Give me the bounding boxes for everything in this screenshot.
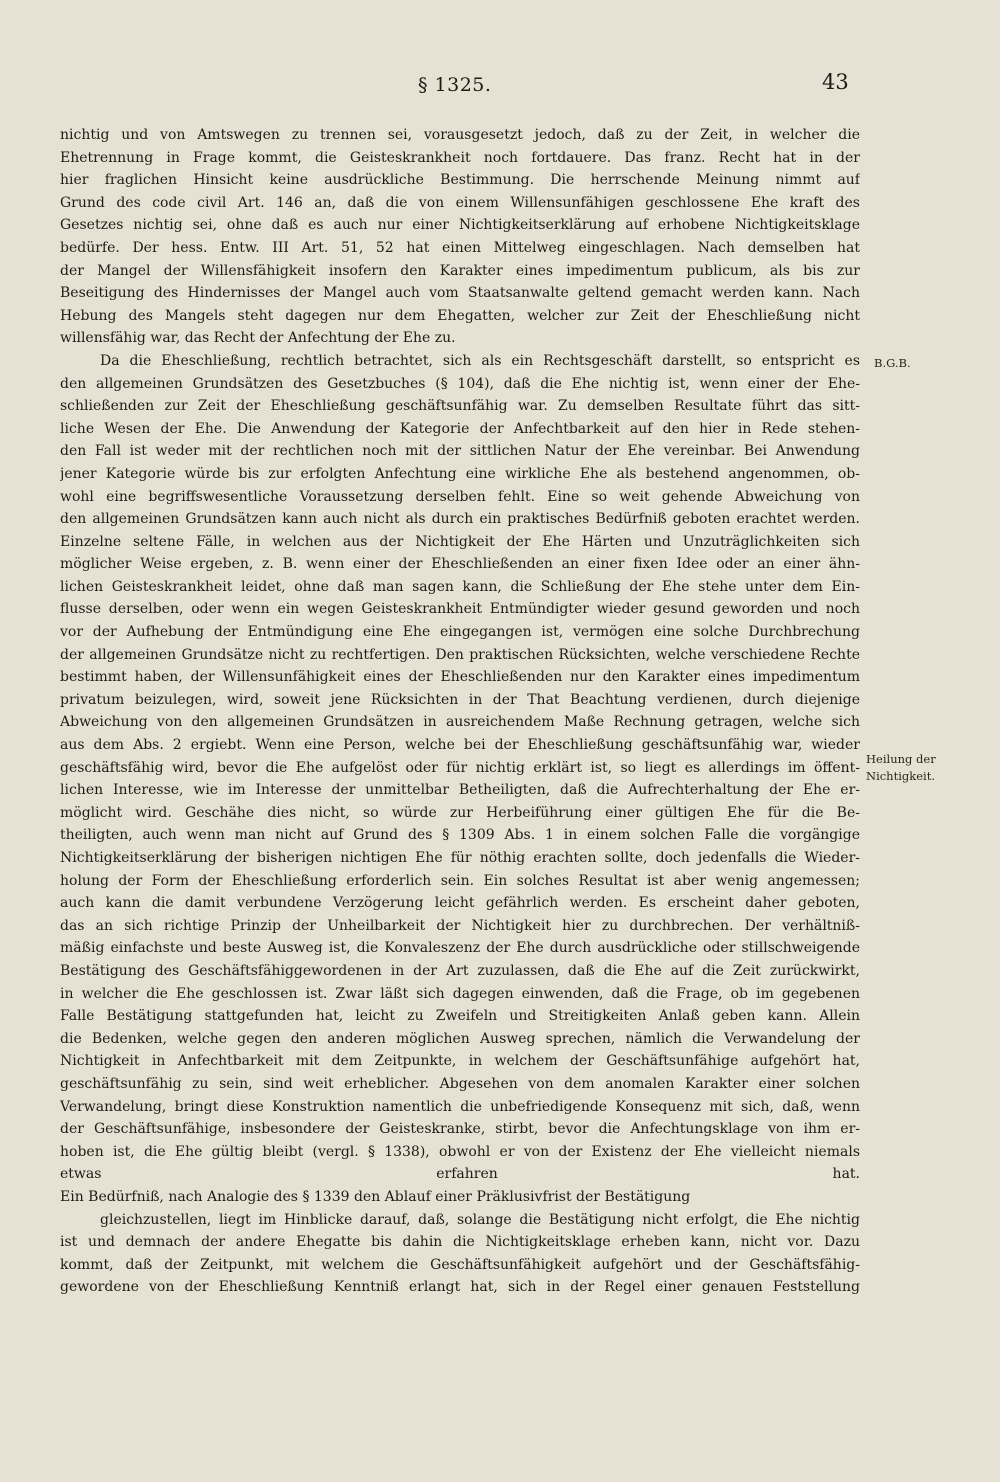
text-line: Beseitigung des Hindernisses der Mangel auch vom Staatsanwalte geltend gemacht werden kann. Nach [60, 285, 860, 302]
text-line: Grund des code civil Art. 146 an, daß die von einem Willensunfähigen geschlossene Ehe kraft des [60, 194, 860, 211]
text-line: Ein Bedürfniß, nach Analogie des § 1339 den Ablauf einer Präklusivfrist der Bestätigung [60, 1188, 691, 1205]
text-line: geschäftsunfähig zu sein, sind weit erheblicher. Abgesehen von dem anomalen Karakter einer solchen [60, 1075, 860, 1092]
text-line: theiligten, auch wenn man nicht auf Grund des § 1309 Abs. 1 in einem solchen Falle die vorgängige [60, 827, 860, 844]
text-line: mäßig einfachste und beste Ausweg ist, die Konvaleszenz der Ehe durch ausdrückliche oder stillschweigende [60, 940, 860, 957]
text-line: schließenden zur Zeit der Eheschließung geschäftsunfähig war. Zu demselben Resultate führt das sitt- [60, 398, 860, 415]
text-line: Abweichung von den allgemeinen Grundsätzen in ausreichendem Maße Rechnung getragen, welche sich [60, 714, 860, 731]
section-number: § 1325. [418, 74, 492, 96]
text-line: den Fall ist weder mit der rechtlichen noch mit der sittlichen Natur der Ehe vereinbar. Bei Anwendung [60, 443, 860, 460]
text-line: lichen Geisteskrankheit leidet, ohne daß man sagen kann, die Schließung der Ehe stehe unter dem Ein- [60, 578, 860, 595]
text-line: wohl eine begriffswesentliche Voraussetzung derselben fehlt. Eine so weit gehende Abweichung von [60, 488, 860, 505]
text-line: Hebung des Mangels steht dagegen nur dem Ehegatten, welcher zur Zeit der Eheschließung nicht [60, 307, 860, 324]
text-line: lichen Interesse, wie im Interesse der unmittelbar Betheiligten, daß die Aufrechterhaltung der Ehe er- [60, 782, 860, 799]
text-line: Ehetrennung in Frage kommt, die Geisteskrankheit noch fortdauere. Das franz. Recht hat in der [60, 149, 860, 166]
paragraph-first-line: gleichzustellen, liegt im Hinblicke darauf, daß, solange die Bestätigung nicht erfolgt, die Ehe nichtig [100, 1211, 860, 1228]
text-line: hier fraglichen Hinsicht keine ausdrückliche Bestimmung. Die herrschende Meinung nimmt auf [60, 172, 860, 189]
text-line: aus dem Abs. 2 ergiebt. Wenn eine Person, welche bei der Eheschließung geschäftsunfähig war, wieder [60, 737, 860, 754]
text-line: bestimmt haben, der Willensunfähigkeit eines der Eheschließenden nur den Karakter eines impedimentum [60, 669, 860, 686]
margin-note: Heilung der Nichtigkeit. [866, 752, 936, 783]
text-line: jener Kategorie würde bis zur erfolgten Anfechtung eine wirkliche Ehe als bestehend angenommen, ob- [60, 465, 860, 482]
page-header [60, 70, 860, 104]
text-line: die Bedenken, welche gegen den anderen möglichen Ausweg sprechen, nämlich die Verwandelung der [60, 1030, 860, 1047]
text-line: liche Wesen der Ehe. Die Anwendung der Kategorie der Anfechtbarkeit auf den hier in Rede stehen- [60, 420, 860, 437]
text-line: geschäftsfähig wird, bevor die Ehe aufgelöst oder für nichtig erklärt ist, so liegt es allerdings im öffent- [60, 759, 860, 776]
text-line: den allgemeinen Grundsätzen kann auch nicht als durch ein praktisches Bedürfniß geboten erachtet werden. [60, 511, 860, 528]
text-line: Falle Bestätigung stattgefunden hat, leicht zu Zweifeln und Streitigkeiten Anlaß geben kann. Allein [60, 1008, 860, 1025]
text-line: der Mangel der Willensfähigkeit insofern den Karakter eines impedimentum publicum, als bis zur [60, 262, 860, 279]
text-line: gewordene von der Eheschließung Kenntniß erlangt hat, sich in der Regel einer genauen Feststellung [60, 1279, 860, 1296]
text-line: möglicht wird. Geschähe dies nicht, so würde zur Herbeiführung einer gültigen Ehe für die Be- [60, 804, 860, 821]
text-line: etwas erfahren hat. [60, 1166, 860, 1183]
text-line: willensfähig war, das Recht der Anfechtung der Ehe zu. [60, 330, 456, 347]
text-line: möglicher Weise ergeben, z. B. wenn einer der Eheschließenden an einer fixen Idee oder an einer ähn- [60, 556, 860, 573]
text-line: flusse derselben, oder wenn ein wegen Geisteskrankheit Entmündigter wieder gesund geworden und noch [60, 601, 860, 618]
text-line [60, 1299, 860, 1322]
text-line: Nichtigkeit in Anfechtbarkeit mit dem Zeitpunkte, in welchem der Geschäftsunfähige aufgehört hat, [60, 1053, 860, 1070]
text-line: hoben ist, die Ehe gültig bleibt (vergl. § 1338), obwohl er von der Existenz der Ehe vielleicht niemals [60, 1143, 860, 1160]
text-line: bedürfe. Der hess. Entw. III Art. 51, 52 hat einen Mittelweg eingeschlagen. Nach demselben hat [60, 239, 860, 256]
text-line: nichtig und von Amtswegen zu trennen sei, vorausgesetzt jedoch, daß zu der Zeit, in welcher die [60, 127, 860, 143]
text-line: den allgemeinen Grundsätzen des Gesetzbuches (§ 104), daß die Ehe nichtig ist, wenn einer der Ehe- [60, 375, 860, 392]
page-number: 43 [822, 70, 849, 94]
margin-note: B.G.B. [874, 356, 911, 370]
text-line: das an sich richtige Prinzip der Unheilbarkeit der Nichtigkeit hier zu durchbrechen. Der verhältniß- [60, 917, 860, 934]
text-line: in welcher die Ehe geschlossen ist. Zwar läßt sich dagegen einwenden, daß die Frage, ob im gegebenen [60, 985, 860, 1002]
text-line: vor der Aufhebung der Entmündigung eine Ehe eingegangen ist, vermögen eine solche Durchbrechung [60, 624, 860, 641]
text-line: holung der Form der Eheschließung erforderlich sein. Ein solches Resultat ist aber wenig angemessen; [60, 872, 860, 889]
text-line: kommt, daß der Zeitpunkt, mit welchem die Geschäftsunfähigkeit aufgehört und der Geschäftsfähig- [60, 1256, 860, 1273]
text-line: der allgemeinen Grundsätze nicht zu rechtfertigen. Den praktischen Rücksichten, welche verschiedene Rechte [60, 646, 860, 663]
text-line: privatum beizulegen, wird, soweit jene Rücksichten in der That Beachtung verdienen, durch diejenige [60, 691, 860, 708]
text-line: auch kann die damit verbundene Verzögerung leicht gefährlich werden. Es erscheint daher geboten, [60, 895, 860, 912]
paragraph-first-line: Da die Eheschließung, rechtlich betrachtet, sich als ein Rechtsgeschäft darstellt, so entspricht es [100, 352, 860, 369]
text-line: Bestätigung des Geschäftsfähiggewordenen in der Art zuzulassen, daß die Ehe auf die Zeit zurückwirkt, [60, 962, 860, 979]
body-text [60, 124, 860, 1321]
text-line: Verwandelung, bringt diese Konstruktion namentlich die unbefriedigende Konsequenz mit sich, daß, wenn [60, 1098, 860, 1115]
text-line: Einzelne seltene Fälle, in welchen aus der Nichtigkeit der Ehe Härten und Unzuträglichkeiten sich [60, 533, 860, 550]
text-line: der Geschäftsunfähige, insbesondere der Geisteskranke, stirbt, bevor die Anfechtungsklage von ihm er- [60, 1121, 860, 1138]
text-line: Gesetzes nichtig sei, ohne daß es auch nur einer Nichtigkeitserklärung auf erhobene Nichtigkeitsklage [60, 217, 860, 234]
text-line: ist und demnach der andere Ehegatte bis dahin die Nichtigkeitsklage erheben kann, nicht vor. Dazu [60, 1234, 860, 1251]
text-line: Nichtigkeitserklärung der bisherigen nichtigen Ehe für nöthig erachten sollte, doch jedenfalls die Wieder- [60, 850, 860, 866]
